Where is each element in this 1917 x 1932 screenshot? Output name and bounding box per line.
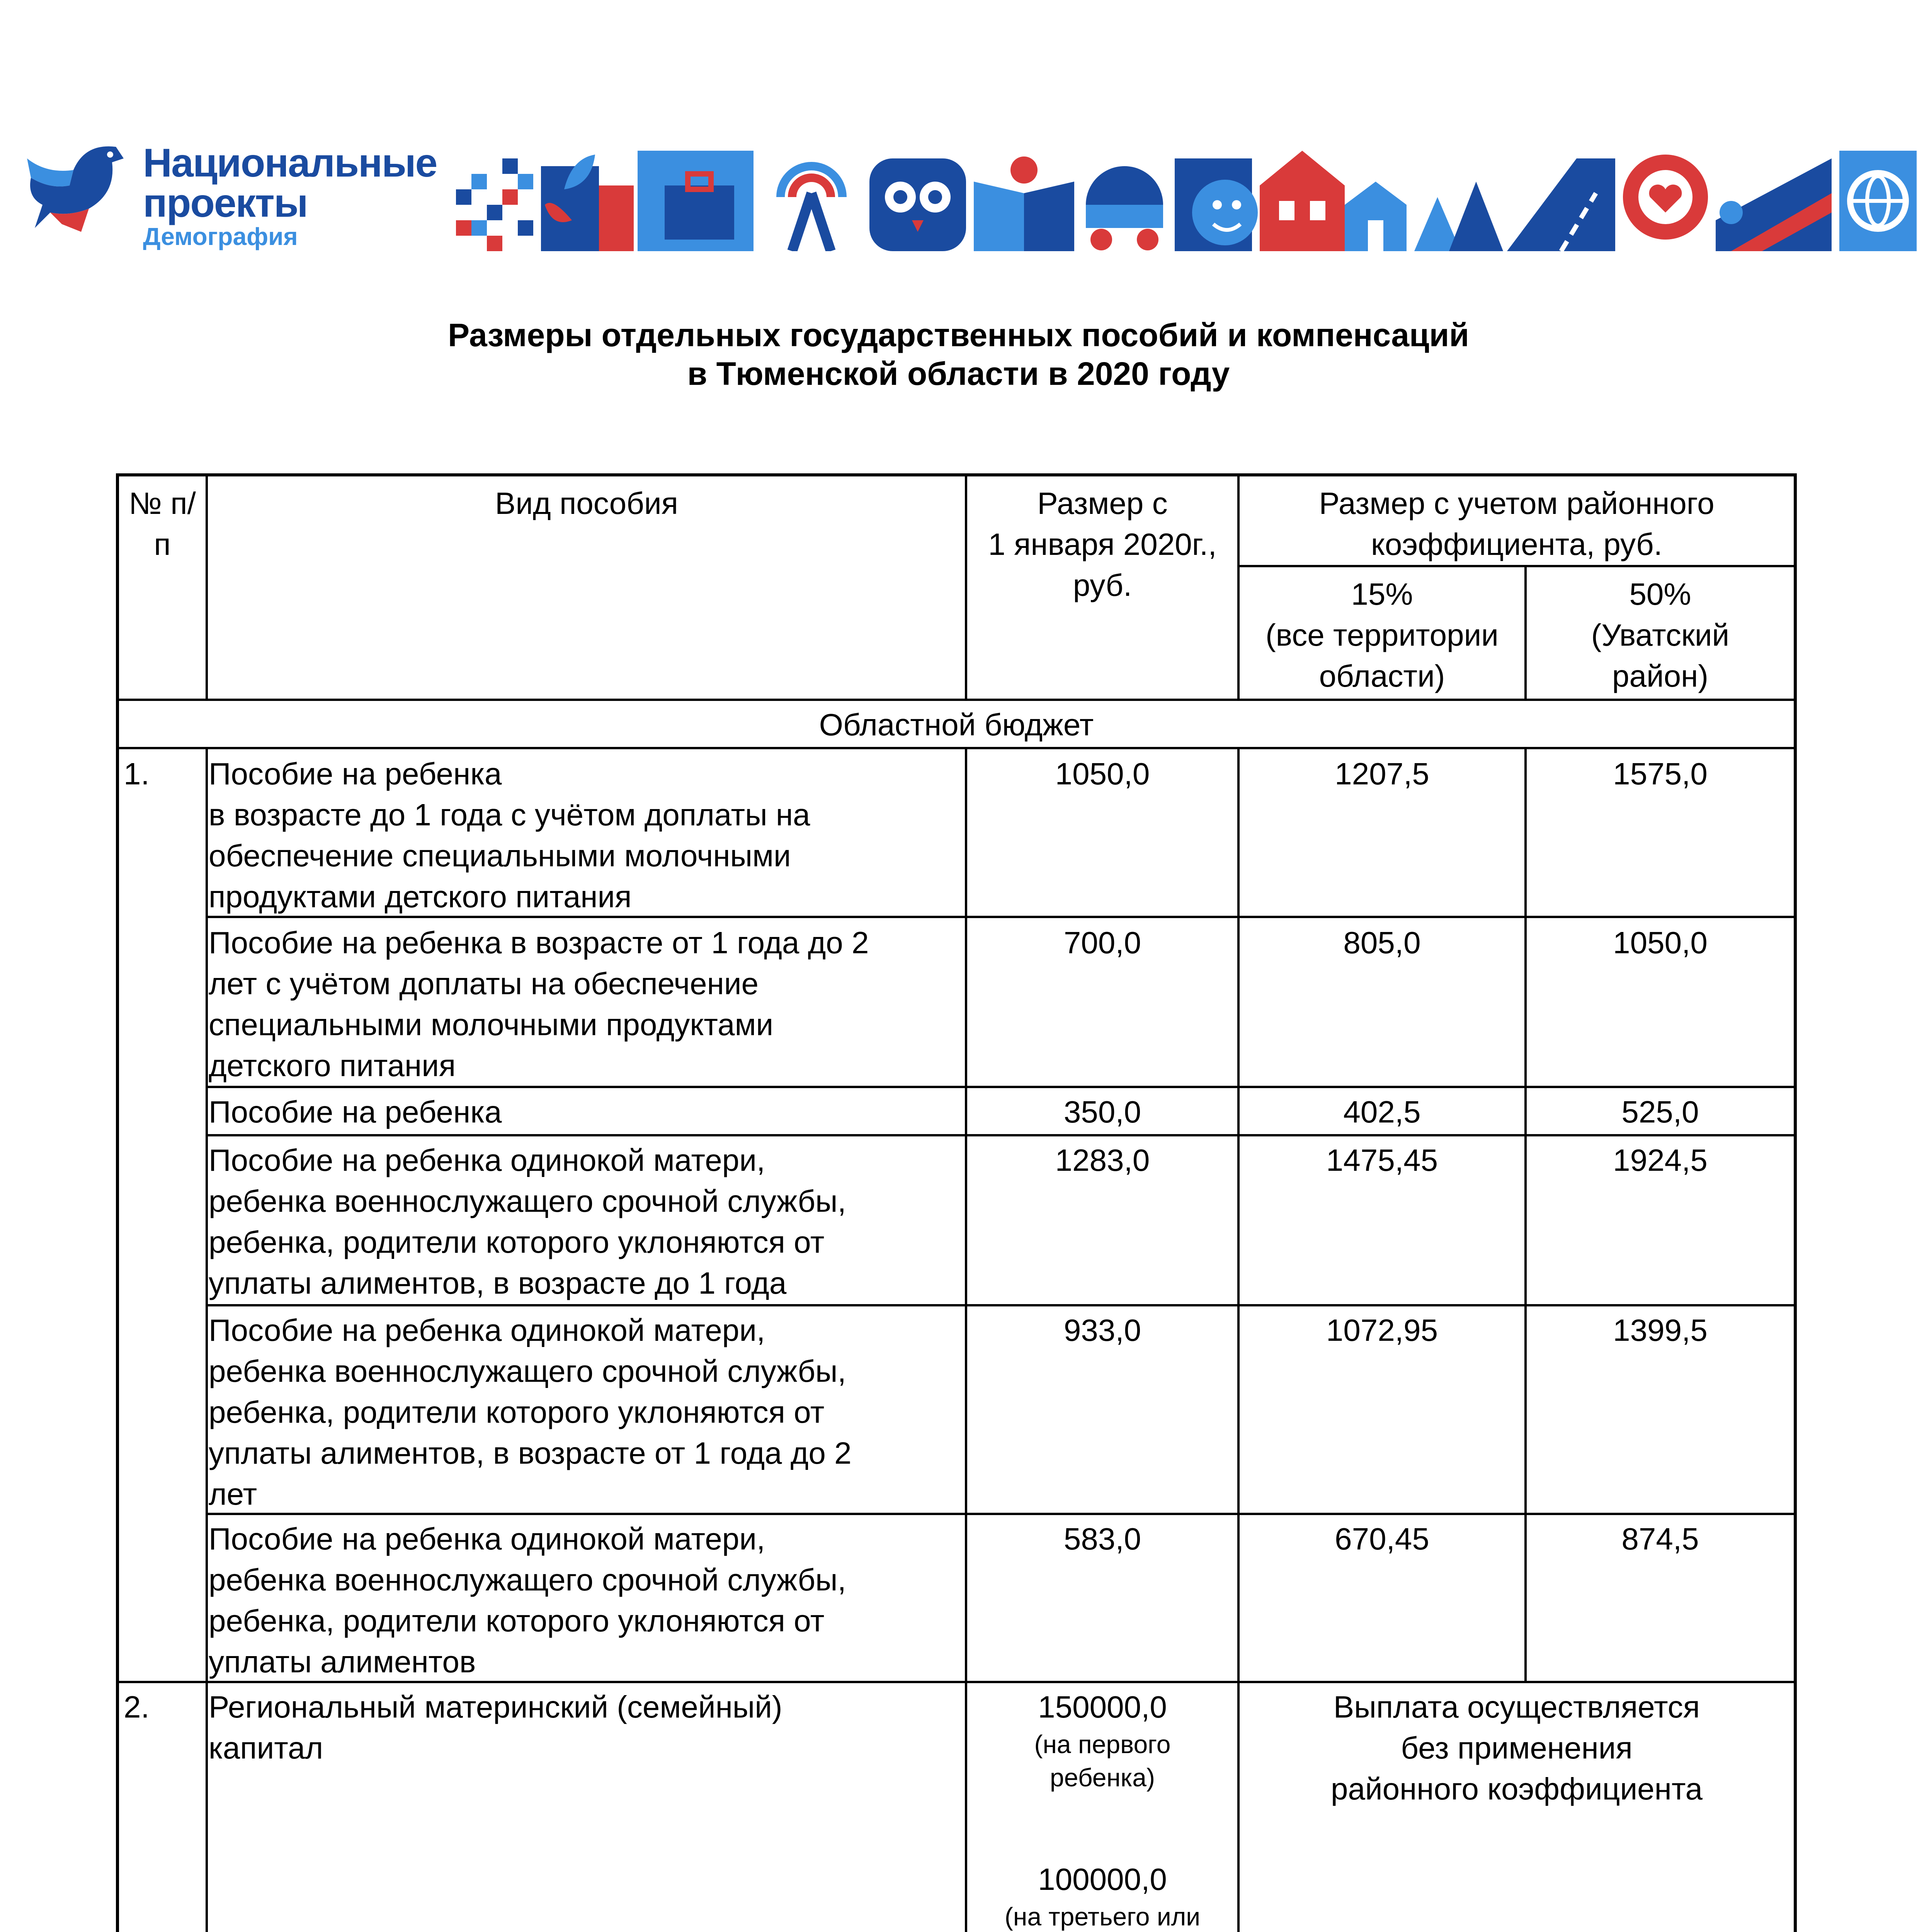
person-flag-icon (1716, 158, 1832, 251)
row-type-line: Пособие на ребенка одинокой матери, (209, 1522, 765, 1556)
row-type-line: Пособие на ребенка (209, 757, 502, 791)
row-coef50: 874,5 (1621, 1522, 1699, 1556)
row-type-line: Пособие на ребенка (209, 1095, 502, 1129)
logo-title-line2: проекты (143, 181, 308, 226)
row-type-line: лет с учётом доплаты на обеспечение (209, 966, 759, 1001)
header-coef-line: коэффициента, руб. (1371, 527, 1662, 561)
header-size-line: руб. (1073, 568, 1132, 602)
row-type-line: специальными молочными продуктами (209, 1007, 774, 1042)
row-type (209, 1140, 846, 1304)
row-type-line: продуктами детского питания (209, 879, 632, 914)
row-type-line: Пособие на ребенка одинокой матери, (209, 1313, 765, 1347)
row-type-line: ребенка, родители которого уклоняются от (209, 1225, 825, 1259)
road-icon (1507, 158, 1615, 251)
row-separator (207, 1304, 1797, 1306)
row-number: 2. (124, 1690, 150, 1724)
header-coef50-line: (Уватский (1591, 618, 1730, 652)
header-coef15-line: 15% (1351, 577, 1413, 611)
document-title-line1: Размеры отдельных государственных пособий и компенсаций (448, 317, 1469, 353)
size-note: (на третьего или (1004, 1902, 1201, 1931)
header-coef-divider (1238, 565, 1797, 567)
row-type-line: ребенка военнослужащего срочной службы, (209, 1184, 846, 1218)
header-bottom-line (116, 699, 1797, 701)
table-border-right (1794, 473, 1797, 1932)
row-coef-merged (1240, 1687, 1794, 1810)
trees-icon (1414, 182, 1503, 251)
row-size: 933,0 (1063, 1313, 1141, 1347)
row-coef15: 670,45 (1335, 1522, 1429, 1556)
section-regional-bottom (116, 747, 1797, 749)
row-type-line: ребенка военнослужащего срочной службы, (209, 1354, 846, 1388)
row-type-line: ребенка, родители которого уклоняются от (209, 1395, 825, 1429)
row-size: 700,0 (1063, 925, 1141, 960)
globe-icon (1839, 151, 1917, 251)
pixel-mosaic-icon (456, 158, 533, 251)
theater-masks-icon (1175, 158, 1258, 251)
row-type (209, 1519, 846, 1682)
row-type (209, 1310, 852, 1515)
header-coef15-line: (все территории (1266, 618, 1499, 652)
section-regional-budget: Областной бюджет (819, 707, 1094, 742)
row-separator (207, 1134, 1797, 1136)
benefits-table (116, 473, 1797, 1932)
row-type-line: ребенка, родители которого уклоняются от (209, 1604, 825, 1638)
size-note: ребенка) (1050, 1763, 1155, 1792)
stroller-icon (1086, 166, 1163, 250)
header-num-line: п (154, 527, 171, 561)
merged-note-line: Выплата осуществляется (1333, 1690, 1700, 1724)
size-value: 100000,0 (1038, 1862, 1167, 1896)
header-coef-50 (1527, 574, 1794, 697)
row-type-line: Региональный материнский (семейный) (209, 1690, 782, 1724)
header-size-line: 1 января 2020г., (988, 527, 1217, 561)
size-note: (на первого (1034, 1730, 1171, 1759)
antenna-icon (761, 135, 862, 251)
header-num-line: № п/ (129, 486, 196, 520)
national-projects-logo (27, 135, 452, 259)
heart-icon (1623, 155, 1708, 240)
document-title-line2: в Тюменской области в 2020 году (687, 355, 1230, 392)
plant-icon (541, 155, 634, 251)
row-size: 350,0 (1063, 1095, 1141, 1129)
open-book-icon (974, 156, 1074, 251)
header-size (967, 483, 1238, 606)
row-type-line: Пособие на ребенка одинокой матери, (209, 1143, 765, 1177)
header-coef50-line: 50% (1629, 577, 1691, 611)
table-border-top (116, 473, 1797, 476)
row-coef50: 1050,0 (1613, 925, 1708, 960)
header-coef (1240, 483, 1794, 565)
houses-icon (1260, 151, 1407, 251)
row-size: 583,0 (1063, 1522, 1141, 1556)
dove-logo-icon (27, 135, 139, 251)
header-num (119, 483, 206, 565)
header-coef-line: Размер с учетом районного (1319, 486, 1715, 520)
briefcase-icon (638, 151, 754, 251)
col-divider-num (206, 748, 208, 1932)
header-size-line: Размер с (1037, 486, 1168, 520)
row-type (209, 753, 810, 917)
merged-note-line: без применения (1401, 1731, 1633, 1765)
row-type (209, 1687, 782, 1769)
row-type-line: детского питания (209, 1048, 456, 1083)
row-coef50: 1399,5 (1613, 1313, 1708, 1347)
row-type (209, 922, 869, 1086)
row-type (209, 1092, 502, 1133)
row-type-line: уплаты алиментов (209, 1645, 476, 1679)
row-coef50: 1575,0 (1613, 757, 1708, 791)
header-type: Вид пособия (495, 486, 678, 520)
row-number: 1. (124, 757, 150, 791)
row-size: 1050,0 (1055, 757, 1150, 791)
row-coef15: 805,0 (1343, 925, 1421, 960)
row-coef15: 1072,95 (1326, 1313, 1438, 1347)
row-type-line: в возрасте до 1 года с учётом доплаты на (209, 798, 810, 832)
table-border-left (116, 473, 119, 1932)
row-coef50: 525,0 (1621, 1095, 1699, 1129)
row-size: 1283,0 (1055, 1143, 1150, 1177)
row-type-line: ребенка военнослужащего срочной службы, (209, 1563, 846, 1597)
header-coef-15 (1240, 574, 1524, 697)
row-coef15: 402,5 (1343, 1095, 1421, 1129)
row-type-line: уплаты алиментов, в возрасте от 1 года до 2 (209, 1436, 852, 1470)
header-coef50-line: район) (1612, 659, 1708, 693)
row-type-line: уплаты алиментов, в возрасте до 1 года (209, 1266, 787, 1300)
row-type-line: лет (209, 1477, 257, 1511)
decorative-banner (456, 135, 1917, 251)
row-coef50: 1924,5 (1613, 1143, 1708, 1177)
logo-title-line1: Национальные (143, 141, 437, 185)
merged-note-line: районного коэффициента (1330, 1772, 1703, 1806)
header-coef15-line: области) (1319, 659, 1445, 693)
row-coef15: 1475,45 (1326, 1143, 1438, 1177)
size-value: 150000,0 (1038, 1690, 1167, 1724)
row-coef15: 1207,5 (1335, 757, 1429, 791)
row-type-line: капитал (209, 1731, 323, 1765)
logo-title (143, 141, 437, 226)
owl-icon (869, 158, 966, 251)
logo-subtitle: Демография (143, 223, 298, 250)
row-size (967, 1687, 1238, 1932)
row-type-line: обеспечение специальными молочными (209, 838, 791, 873)
row-type-line: Пособие на ребенка в возрасте от 1 года до 2 (209, 925, 869, 960)
